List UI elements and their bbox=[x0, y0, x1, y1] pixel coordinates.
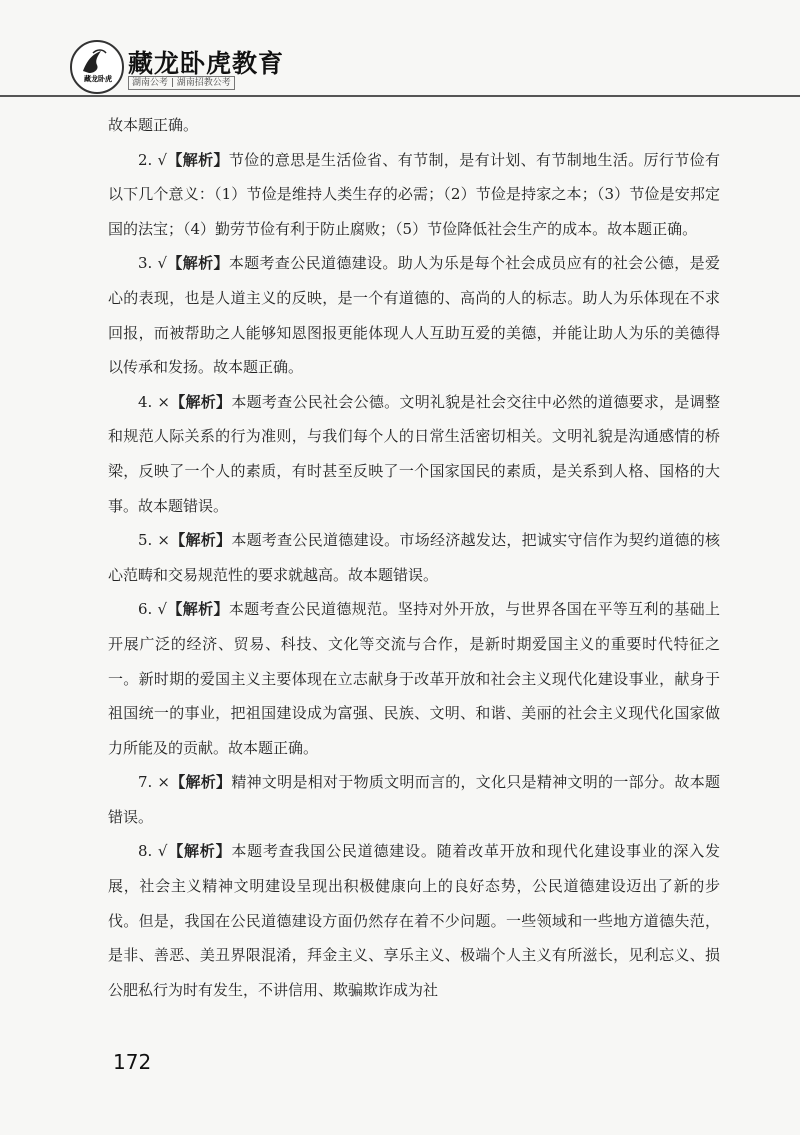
answer-mark: 2. √ bbox=[138, 150, 167, 169]
answer-item-2 bbox=[108, 143, 720, 247]
paragraph-text: 故本题正确。 bbox=[108, 116, 199, 134]
header-divider bbox=[0, 95, 800, 97]
answer-mark: 7. × bbox=[138, 773, 170, 792]
tiger-dragon-logo-icon bbox=[79, 47, 109, 77]
paragraph-continuation bbox=[108, 108, 720, 143]
brand-name: 藏龙卧虎教育 bbox=[128, 49, 285, 78]
analysis-label: 【解析】 bbox=[169, 773, 232, 792]
answer-item-7 bbox=[108, 765, 720, 834]
analysis-label: 【解析】 bbox=[169, 392, 232, 411]
page-number: 172 bbox=[113, 1050, 152, 1074]
answer-mark: 5. × bbox=[138, 531, 170, 550]
analysis-label: 【解析】 bbox=[169, 531, 232, 550]
answer-mark: 4. × bbox=[138, 392, 170, 411]
paragraph-text: 本题考查我国公民道德建设。随着改革开放和现代化建设事业的深入发展，社会主义精神文明建设呈现出积极健康向上的良好态势，公民道德建设迈出了新的步伐。但是，我国在公民道德建设方面仍然存在着不少问题。一些领域和一些地方道德失范，是非、善恶、美丑界限混淆，拜金主义、享乐主义、极端个人主义有所滋长，见利忘义、损公肥私行为时有发生，不讲信用、欺骗欺诈成为社 bbox=[108, 842, 720, 999]
paragraph-text: 本题考查公民道德建设。助人为乐是每个社会成员应有的社会公德，是爱心的表现，也是人道主义的反映，是一个有道德的、高尚的人的标志。助人为乐体现在不求回报，而被帮助之人能够知恩图报更能体现人人互助互爱的美德，并能让助人为乐的美德得以传承和发扬。故本题正确。 bbox=[108, 254, 720, 377]
answer-item-3 bbox=[108, 246, 720, 384]
analysis-label: 【解析】 bbox=[167, 600, 229, 619]
brand-logo bbox=[70, 40, 124, 94]
paragraph-text: 本题考查公民社会公德。文明礼貌是社会交往中必然的道德要求，是调整和规范人际关系的行为准则，与我们每个人的日常生活密切相关。文明礼貌是沟通感情的桥梁，反映了一个人的素质，有时甚至反映了一个国家国民的素质，是关系到人格、国格的大事。故本题错误。 bbox=[108, 392, 720, 515]
analysis-label: 【解析】 bbox=[167, 150, 229, 169]
analysis-label: 【解析】 bbox=[167, 254, 229, 273]
analysis-label: 【解析】 bbox=[167, 842, 232, 861]
answer-mark: 8. √ bbox=[138, 842, 168, 861]
paragraph-text: 节俭的意思是生活俭省、有节制，是有计划、有节制地生活。厉行节俭有以下几个意义：（1）节俭是维持人类生存的必需；（2）节俭是持家之本；（3）节俭是安邦定国的法宝；（4）勤劳节俭有利于防止腐败；（5）节俭降低社会生产的成本。故本题正确。 bbox=[108, 150, 720, 238]
answer-item-8 bbox=[108, 834, 720, 1007]
page-header bbox=[0, 0, 800, 95]
answer-mark: 6. √ bbox=[138, 600, 167, 619]
logo-caption: 藏龙卧虎 bbox=[84, 75, 112, 83]
paragraph-text: 精神文明是相对于物质文明而言的，文化只是精神文明的一部分。故本题错误。 bbox=[108, 773, 720, 826]
page-body bbox=[108, 108, 720, 1007]
paragraph-text: 本题考查公民道德规范。坚持对外开放，与世界各国在平等互利的基础上开展广泛的经济、贸易、科技、文化等交流与合作，是新时期爱国主义的重要时代特征之一。新时期的爱国主义主要体现在立志献身于改革开放和社会主义现代化建设事业，献身于祖国统一的事业，把祖国建设成为富强、民族、文明、和谐、美丽的社会主义现代化国家做力所能及的贡献。故本题正确。 bbox=[108, 600, 720, 757]
answer-item-6 bbox=[108, 592, 720, 765]
answer-item-4 bbox=[108, 385, 720, 523]
paragraph-text: 本题考查公民道德建设。市场经济越发达，把诚实守信作为契约道德的核心范畴和交易规范性的要求就越高。故本题错误。 bbox=[108, 531, 720, 584]
answer-item-5 bbox=[108, 523, 720, 592]
answer-mark: 3. √ bbox=[138, 254, 167, 273]
brand-tagline: 湖南公考 | 湖南招教公考 bbox=[128, 76, 235, 90]
